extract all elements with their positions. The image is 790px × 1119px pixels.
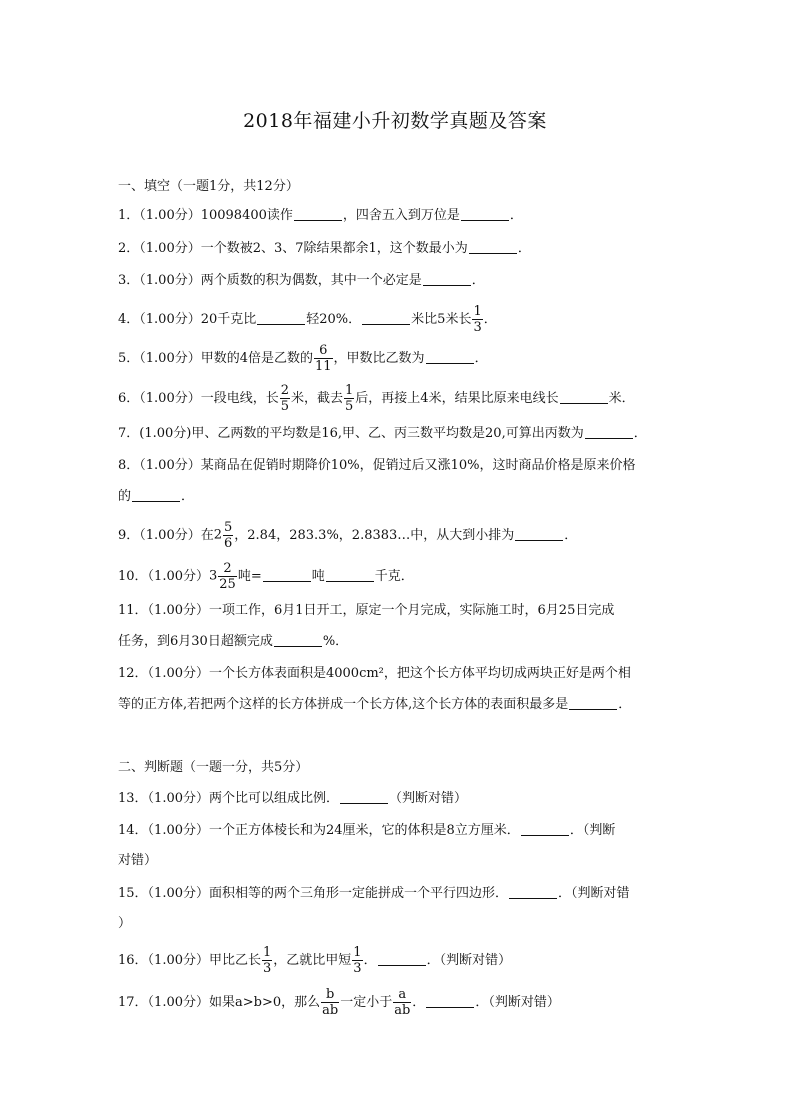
answer-blank [461, 206, 509, 221]
question-10: 10．（1.00分）3 $\frac{2}{25}$ 吨= 吨 千克． [118, 561, 414, 592]
question-16: 16．（1.00分）甲比乙长 $\frac{1}{3}$ ，乙就比甲短 $\frac{1}{3}$ ． ．（判断对错） [118, 945, 512, 976]
question-15-line-2: ） [118, 916, 132, 931]
answer-blank [426, 993, 474, 1008]
fraction: $\frac{1}{3}$ [263, 945, 272, 976]
question-13: 13．（1.00分）两个比可以组成比例． （判断对错） [118, 791, 468, 806]
answer-blank [426, 349, 474, 364]
answer-blank [469, 239, 517, 254]
fraction: $\frac{1}{3}$ [473, 304, 482, 335]
answer-blank [257, 310, 305, 325]
answer-blank [560, 389, 608, 404]
answer-blank [585, 424, 633, 439]
question-14-line-1: 14．（1.00分）一个正方体棱长和为24厘米，它的体积是8立方厘米． ．（判断 [118, 823, 616, 838]
question-1: 1．（1.00分）10098400读作 ，四舍五入到万位是 ． [118, 208, 523, 223]
question-4: 4．（1.00分）20千克比 轻20%． 米比5米长 $\frac{1}{3}$ ． [118, 304, 497, 335]
page-title: 2018年福建小升初数学真题及答案 [243, 110, 547, 132]
fraction: $\frac{1}{5}$ [345, 383, 354, 414]
fraction: $\frac{b}{ab}$ [322, 987, 339, 1018]
answer-blank [263, 567, 311, 582]
question-3: 3．（1.00分）两个质数的积为偶数，其中一个必定是 ． [118, 273, 485, 288]
question-8-line-1: 8．（1.00分）某商品在促销时期降价10%，促销过后又涨10%，这时商品价格是原来价格 [118, 458, 636, 473]
question-8-line-2: 的 ． [118, 489, 195, 504]
question-15-line-1: 15．（1.00分）面积相等的两个三角形一定能拼成一个平行四边形． ．（判断对错 [118, 886, 630, 901]
section-header-fill-blank: 一、填空（一题1分，共12分） [118, 179, 299, 194]
question-12-line-1: 12．（1.00分）一个长方体表面积是4000cm²，把这个长方体平均切成两块正好是两个相 [118, 666, 631, 681]
question-9: 9．（1.00分）在2 $\frac{5}{6}$ ，2.84，283.3%，2.8383…中，从大到小排为 ． [118, 520, 578, 551]
question-17: 17．（1.00分）如果a>b>0，那么 $\frac{b}{ab}$ 一定小于 $\frac{a}{ab}$ ． ．（判断对错） [118, 987, 560, 1018]
answer-blank [423, 271, 471, 286]
question-2: 2．（1.00分）一个数被2、3、7除结果都余1，这个数最小为 ． [118, 241, 531, 256]
answer-blank [132, 487, 180, 502]
mixed-number: 3 $\frac{2}{25}$ [209, 561, 236, 592]
fraction: $\frac{a}{ab}$ [394, 987, 411, 1018]
answer-blank [362, 310, 410, 325]
answer-blank [326, 567, 374, 582]
answer-blank [340, 789, 388, 804]
answer-blank [294, 206, 342, 221]
answer-blank [509, 884, 557, 899]
answer-blank [521, 821, 569, 836]
question-7: 7．(1.00分)甲、乙两数的平均数是16,甲、乙、丙三数平均数是20,可算出丙数为 ． [118, 426, 647, 441]
fraction: $\frac{6}{11}$ [315, 343, 332, 374]
answer-blank [378, 951, 426, 966]
question-6: 6．（1.00分）一段电线，长 $\frac{2}{5}$ 米，截去 $\frac{1}{5}$ 后，再接上4米，结果比原来电线长 米． [118, 383, 635, 414]
question-14-line-2: 对错） [118, 853, 158, 868]
question-5: 5．（1.00分）甲数的4倍是乙数的 $\frac{6}{11}$ ，甲数比乙数为 ． [118, 343, 488, 374]
question-11-line-1: 11．（1.00分）一项工作，6月1日开工，原定一个月完成，实际施工时，6月25日完成 [118, 603, 615, 618]
answer-blank [515, 526, 563, 541]
question-12-line-2: 等的正方体,若把两个这样的长方体拼成一个长方体,这个长方体的表面积最多是 ． [118, 697, 632, 712]
question-11-line-2: 任务，到6月30日超额完成 %． [118, 634, 349, 649]
fraction: $\frac{1}{3}$ [353, 945, 362, 976]
fraction: $\frac{2}{5}$ [280, 383, 289, 414]
answer-blank [569, 695, 617, 710]
answer-blank [274, 632, 322, 647]
section-header-true-false: 二、判断题（一题一分，共5分） [118, 760, 309, 775]
mixed-number: 2 $\frac{5}{6}$ [213, 520, 233, 551]
